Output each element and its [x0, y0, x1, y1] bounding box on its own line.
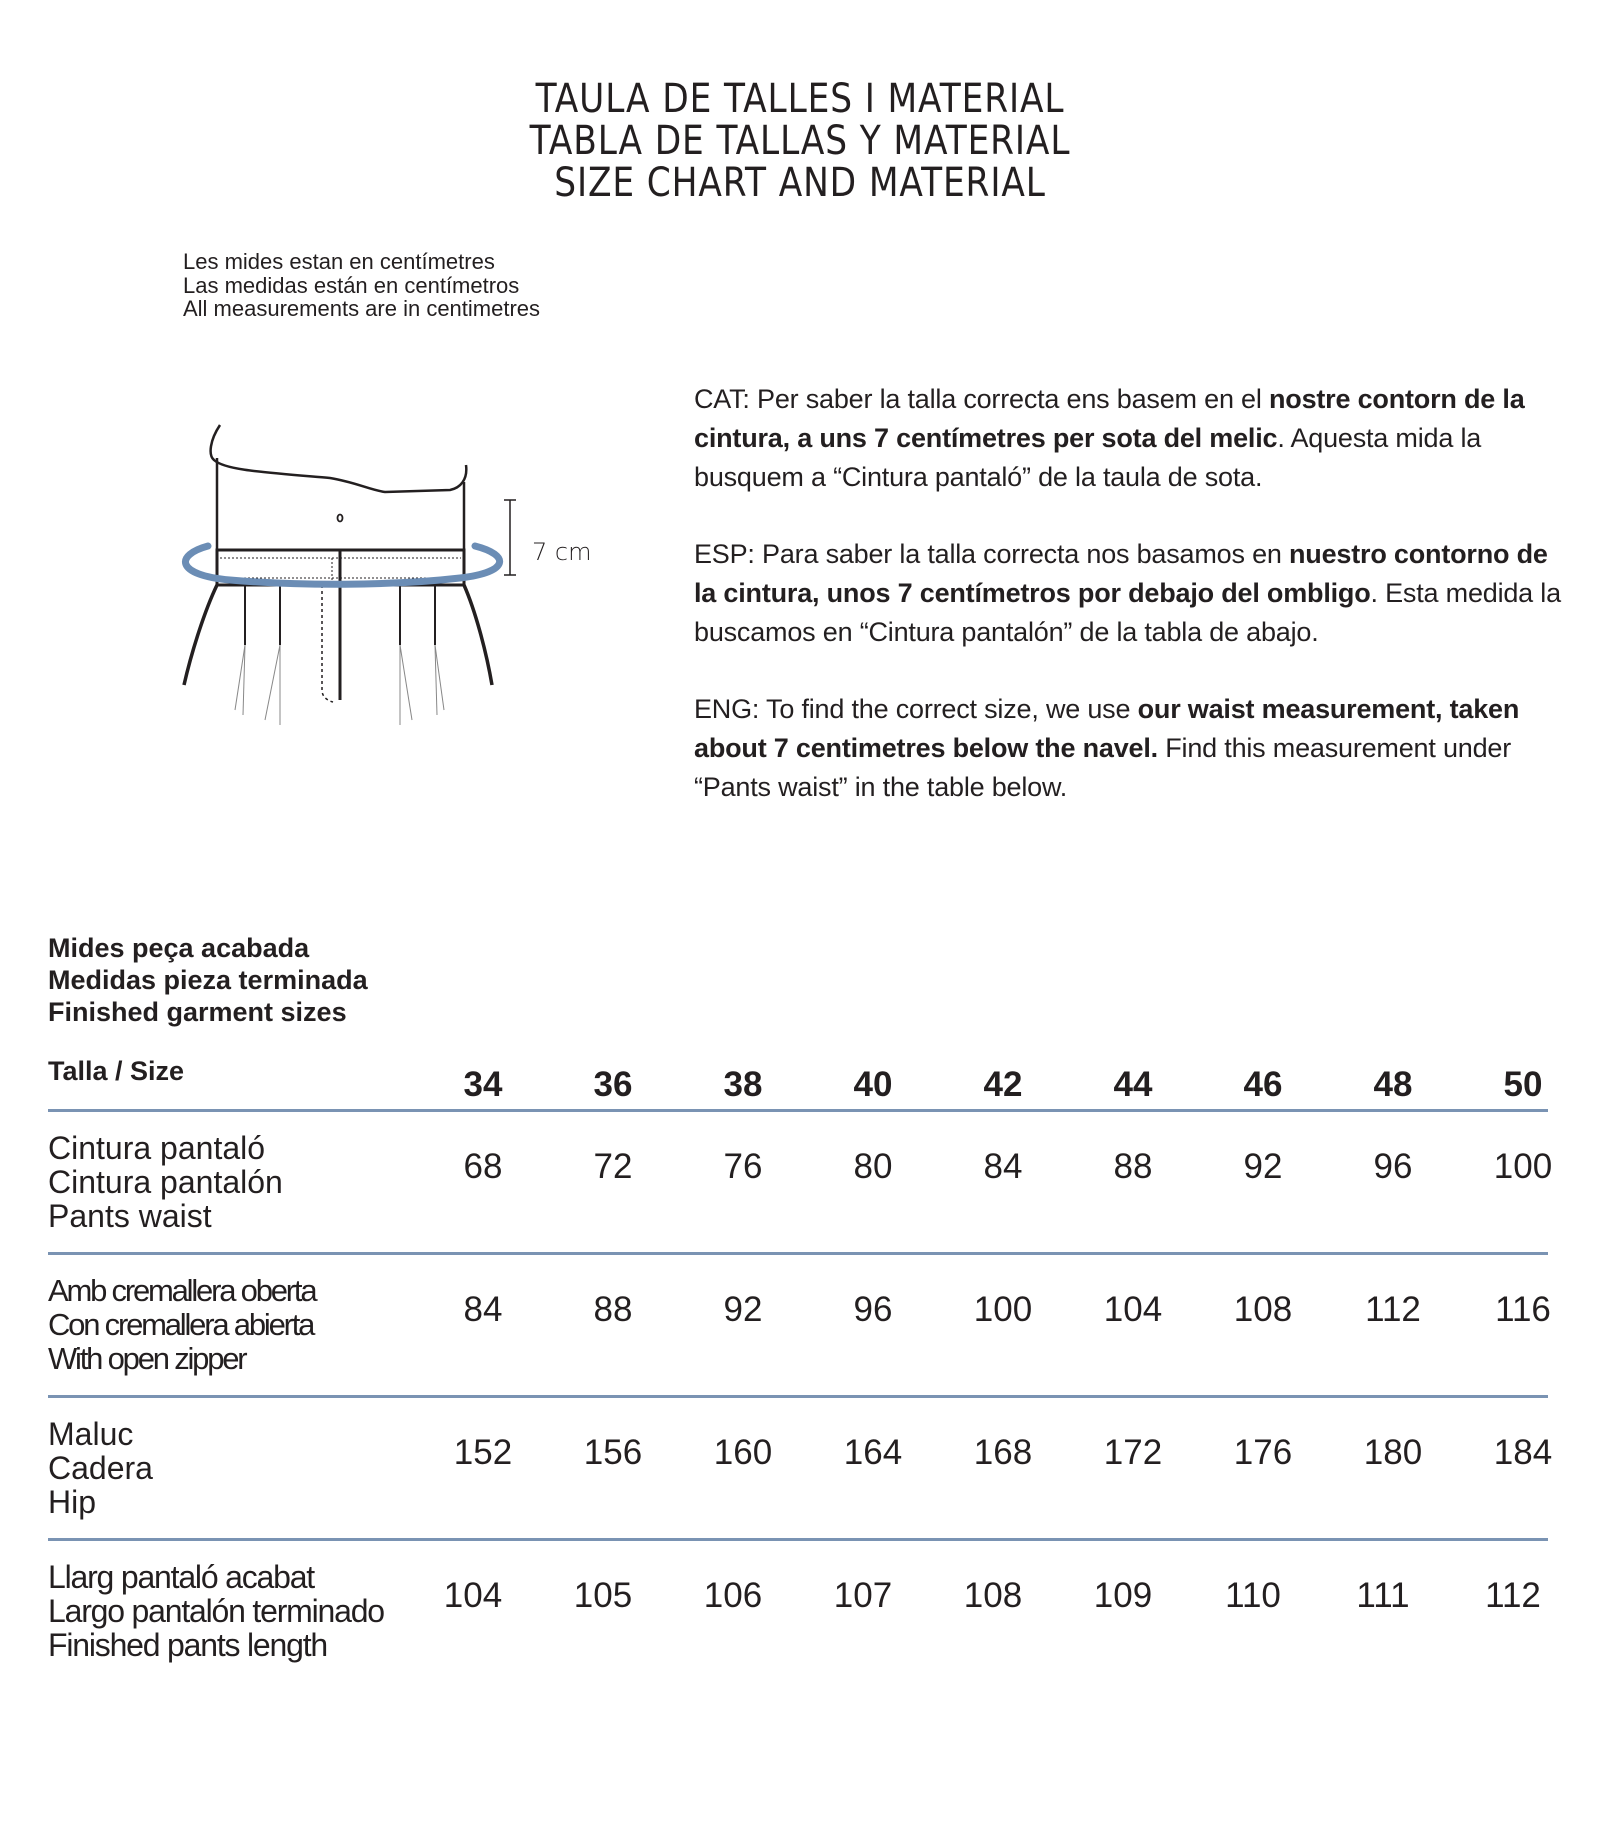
title-line-esp: TABLA DE TALLAS Y MATERIAL	[529, 118, 1071, 164]
finished-sizes-heading	[48, 932, 368, 1028]
row-label-cat: Cintura pantaló	[48, 1130, 266, 1166]
table-cell: 88	[593, 1290, 633, 1329]
table-cell: 172	[1103, 1433, 1163, 1472]
table-cell: 176	[1233, 1433, 1293, 1472]
row-label	[48, 1131, 418, 1233]
units-note-eng: All measurements are in centimetres	[183, 296, 541, 321]
table-cell: 100	[973, 1290, 1033, 1329]
table-cell: 105	[573, 1576, 633, 1615]
row-label-esp: Cadera	[48, 1450, 153, 1486]
table-cell: 112	[1485, 1576, 1541, 1615]
row-label-cat: Amb cremallera oberta	[48, 1273, 316, 1308]
size-column-header: 34	[463, 1065, 503, 1104]
title-line-eng: SIZE CHART AND MATERIAL	[554, 160, 1046, 206]
table-cell: 111	[1356, 1576, 1410, 1615]
units-note-cat: Les mides estan en centímetres	[183, 249, 495, 274]
row-label	[48, 1417, 418, 1519]
row-label-cat: Llarg pantaló acabat	[48, 1559, 315, 1595]
size-column-header: 38	[723, 1065, 763, 1104]
units-note	[183, 250, 540, 321]
table-cell: 96	[853, 1290, 893, 1329]
table-row-pants-waist	[48, 1112, 1553, 1255]
table-cell: 106	[703, 1576, 763, 1615]
table-header-row	[48, 1050, 1548, 1112]
table-cell: 96	[1373, 1147, 1413, 1186]
table-cell: 110	[1225, 1576, 1281, 1615]
table-cell: 107	[833, 1576, 893, 1615]
table-cell: 104	[443, 1576, 503, 1615]
table-cell: 88	[1113, 1147, 1153, 1186]
row-label	[48, 1560, 418, 1662]
table-cell: 108	[1233, 1290, 1293, 1329]
size-column-header: 40	[853, 1065, 893, 1104]
table-cell: 116	[1495, 1290, 1551, 1329]
size-header: Talla / Size	[48, 1056, 185, 1086]
size-table	[48, 1050, 1553, 1681]
table-cell: 76	[723, 1147, 763, 1186]
table-cell: 156	[583, 1433, 643, 1472]
instruction-eng: ENG: To find the correct size, we use our waist measurement, taken about 7 centimetres below the navel. Find this measurement under “Pants waist” in the table below.	[694, 694, 1520, 802]
table-cell: 112	[1365, 1290, 1421, 1329]
row-label-eng: With open zipper	[48, 1341, 246, 1376]
table-cell: 92	[723, 1290, 763, 1329]
size-column-header: 44	[1113, 1065, 1153, 1104]
size-column-header: 36	[593, 1065, 633, 1104]
measure-label: 7 cm	[532, 538, 592, 566]
table-cell: 160	[713, 1433, 773, 1472]
table-row-open-zipper	[48, 1255, 1551, 1398]
table-cell: 184	[1493, 1433, 1553, 1472]
row-label	[48, 1274, 418, 1376]
finished-sizes-cat: Mides peça acabada	[48, 933, 310, 963]
torso-with-tape-icon	[170, 410, 640, 780]
table-cell: 168	[973, 1433, 1033, 1472]
waist-measurement-illustration	[170, 410, 640, 780]
finished-sizes-esp: Medidas pieza terminada	[48, 965, 368, 995]
row-label-esp: Largo pantalón terminado	[48, 1593, 384, 1629]
units-note-esp: Las medidas están en centímetros	[183, 272, 520, 298]
finished-sizes-eng: Finished garment sizes	[48, 997, 347, 1027]
row-label-eng: Hip	[48, 1484, 97, 1520]
table-cell: 109	[1093, 1576, 1153, 1615]
instruction-cat: CAT: Per saber la talla correcta ens basem en el nostre contorn de la cintura, a uns 7 centímetres per sota del melic. Aquesta mida la busquem a “Cintura pantaló” de la taula de sota.	[694, 384, 1525, 492]
table-cell: 72	[593, 1147, 633, 1186]
table-row-pants-length	[48, 1541, 1548, 1681]
size-column-header: 42	[983, 1065, 1023, 1104]
table-cell: 80	[853, 1147, 893, 1186]
row-label-esp: Con cremallera abierta	[48, 1307, 314, 1342]
sizing-instructions	[694, 380, 1564, 845]
instruction-esp: ESP: Para saber la talla correcta nos basamos en nuestro contorno de la cintura, unos 7 centímetros por debajo del ombligo. Esta medida la buscamos en “Cintura pantalón” de la tabla de abajo.	[694, 539, 1561, 647]
table-cell: 84	[463, 1290, 503, 1329]
table-cell: 108	[963, 1576, 1023, 1615]
table-cell: 164	[843, 1433, 903, 1472]
table-cell: 104	[1103, 1290, 1163, 1329]
row-label-eng: Pants waist	[48, 1198, 212, 1234]
table-cell: 180	[1363, 1433, 1423, 1472]
size-column-header: 46	[1243, 1065, 1283, 1104]
row-label-cat: Maluc	[48, 1416, 134, 1452]
table-row-hip	[48, 1398, 1553, 1541]
table-cell: 68	[463, 1147, 503, 1186]
size-column-header: 48	[1373, 1065, 1413, 1104]
title-line-cat: TAULA DE TALLES I MATERIAL	[535, 76, 1065, 122]
table-cell: 152	[453, 1433, 513, 1472]
table-cell: 100	[1493, 1147, 1553, 1186]
row-label-esp: Cintura pantalón	[48, 1164, 283, 1200]
size-column-header: 50	[1503, 1065, 1543, 1104]
table-cell: 92	[1243, 1147, 1283, 1186]
row-label-eng: Finished pants length	[48, 1627, 328, 1663]
table-cell: 84	[983, 1147, 1023, 1186]
page-title	[112, 78, 1488, 204]
